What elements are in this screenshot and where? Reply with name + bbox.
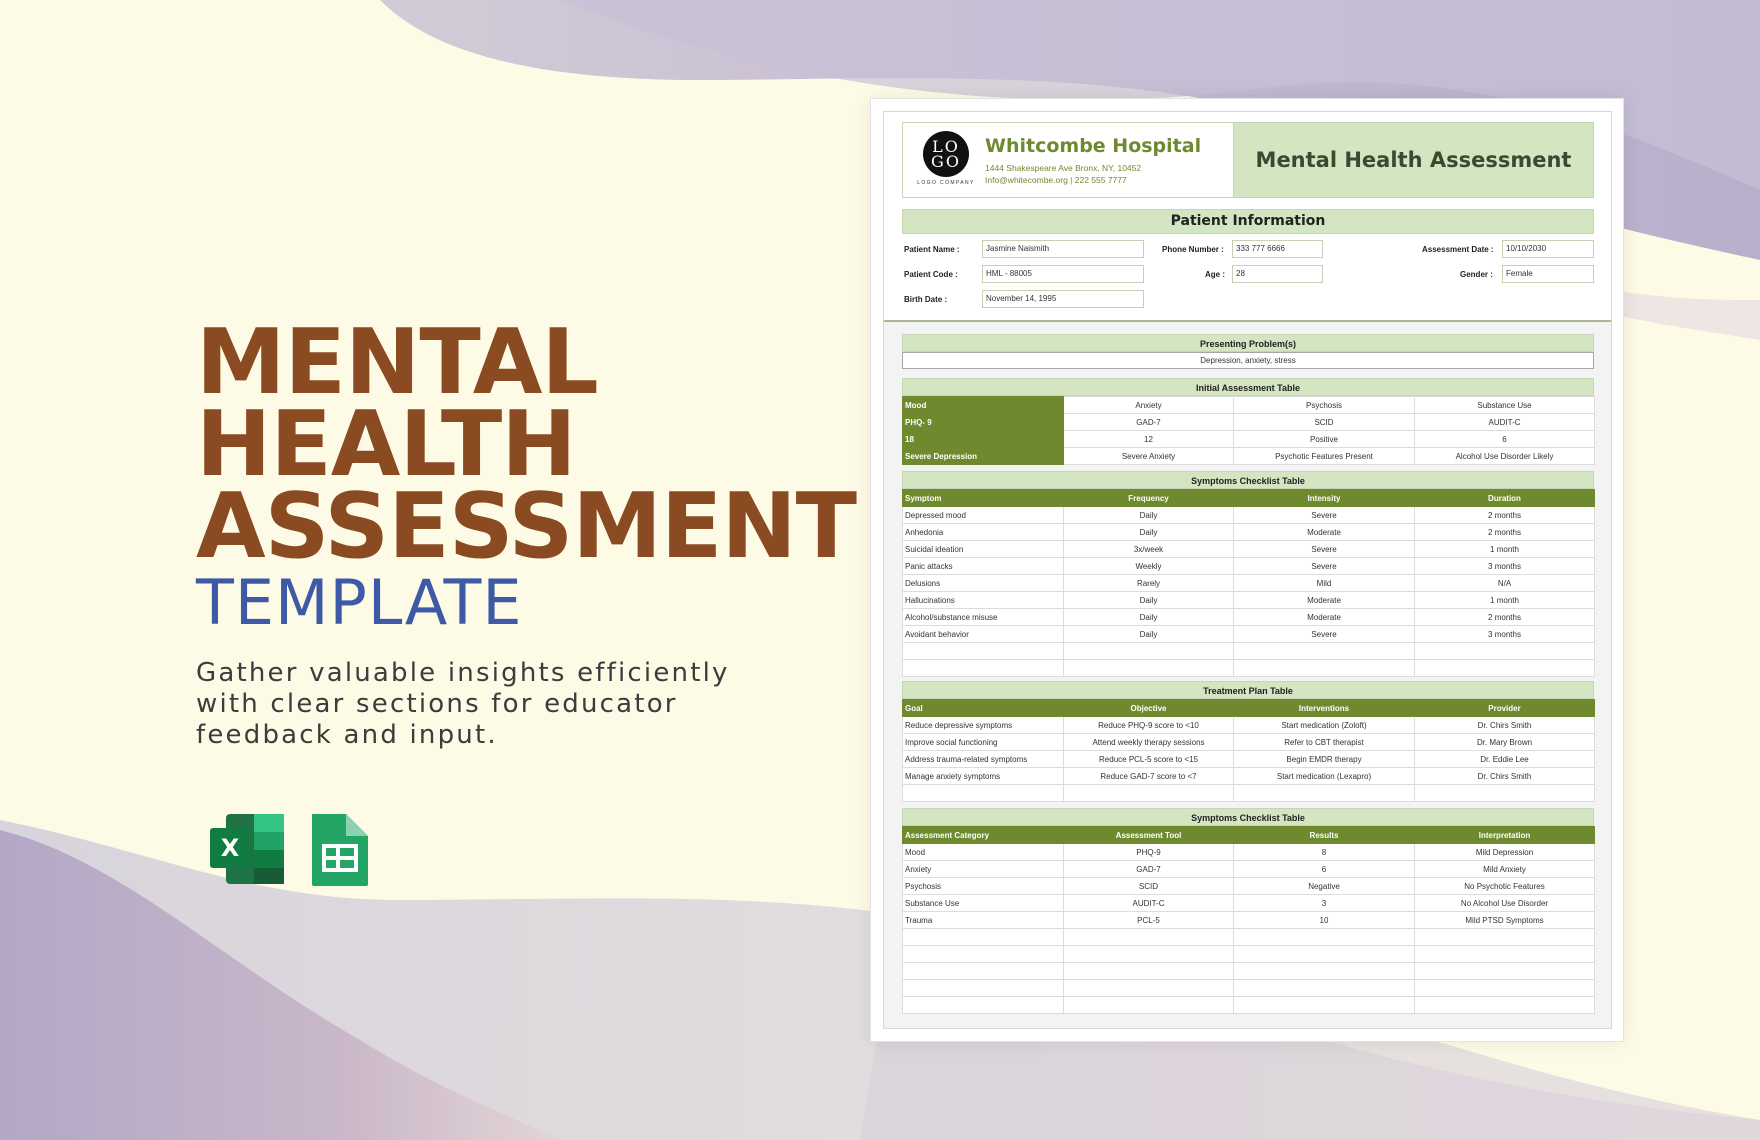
hero-title [196, 310, 857, 579]
table-cell: Start medication (Lexapro) [1234, 768, 1415, 785]
table-cell: Reduce GAD-7 score to <7 [1064, 768, 1234, 785]
table-cell: Positive [1234, 431, 1415, 448]
table-cell: Dr. Eddie Lee [1415, 751, 1595, 768]
table-cell: Mood [903, 844, 1064, 861]
table-cell: Dr. Chirs Smith [1415, 717, 1595, 734]
table-cell: Improve social functioning [903, 734, 1064, 751]
hero-subtitle: TEMPLATE [196, 566, 523, 639]
table-cell [1234, 785, 1415, 802]
table-row [903, 912, 1595, 929]
document-sheet [870, 98, 1624, 1042]
section-title: Treatment Plan Table [902, 681, 1594, 699]
table-cell [1234, 963, 1415, 980]
table-cell: 6 [1234, 861, 1415, 878]
birth-date-label: Birth Date : [904, 295, 948, 304]
document-title-box [1233, 123, 1593, 197]
table-cell: 10 [1234, 912, 1415, 929]
section-title: Symptoms Checklist Table [902, 471, 1594, 489]
table-row [903, 507, 1595, 524]
table-row [903, 414, 1595, 431]
table-cell: Weekly [1064, 558, 1234, 575]
logo-caption: LOGO COMPANY [917, 180, 975, 186]
table-cell: Daily [1064, 626, 1234, 643]
table-cell: Alcohol Use Disorder Likely [1415, 448, 1595, 465]
table-cell: Severe Anxiety [1064, 448, 1234, 465]
table-cell: Moderate [1234, 524, 1415, 541]
column-header: Intensity [1234, 490, 1415, 507]
table-row [903, 609, 1595, 626]
patient-code-field[interactable]: HML - 88005 [982, 265, 1144, 283]
table-cell [903, 997, 1064, 1014]
table-cell: Trauma [903, 912, 1064, 929]
table-row [903, 643, 1595, 660]
table-row [903, 997, 1595, 1014]
table-cell [1415, 643, 1595, 660]
assessment-results-section [902, 808, 1594, 1014]
table-cell: Severe [1234, 541, 1415, 558]
table-cell [1064, 963, 1234, 980]
table-cell: Dr. Chirs Smith [1415, 768, 1595, 785]
table-cell: 2 months [1415, 609, 1595, 626]
assessment-date-field[interactable]: 10/10/2030 [1502, 240, 1594, 258]
table-cell [1234, 929, 1415, 946]
initial-assessment-section [902, 378, 1594, 465]
table-cell: Mild [1234, 575, 1415, 592]
column-header: Interventions [1234, 700, 1415, 717]
table-cell: SCID [1064, 878, 1234, 895]
table-cell: No Psychotic Features [1415, 878, 1595, 895]
table-cell [903, 980, 1064, 997]
table-cell: GAD-7 [1064, 414, 1234, 431]
table-row [903, 785, 1595, 802]
svg-text:X: X [220, 834, 240, 862]
table-header-row [903, 827, 1595, 844]
assessment-date-label: Assessment Date : [1422, 245, 1494, 254]
table-cell: Severe [1234, 626, 1415, 643]
table-cell: Daily [1064, 524, 1234, 541]
hero-title-line: MENTAL [196, 310, 598, 415]
table-cell [903, 643, 1064, 660]
age-label: Age : [1205, 270, 1225, 279]
table-row [903, 980, 1595, 997]
table-cell: Alcohol/substance misuse [903, 609, 1064, 626]
table-cell: Reduce PHQ-9 score to <10 [1064, 717, 1234, 734]
table-cell [903, 963, 1064, 980]
hospital-address: 1444 Shakespeare Ave Bronx, NY, 10452 [985, 163, 1142, 173]
table-row [903, 397, 1595, 414]
table-cell [1415, 660, 1595, 677]
table-cell: No Alcohol Use Disorder [1415, 895, 1595, 912]
table-row [903, 751, 1595, 768]
table-cell: Address trauma-related symptoms [903, 751, 1064, 768]
table-cell [1064, 997, 1234, 1014]
section-title: Initial Assessment Table [902, 378, 1594, 396]
patient-code-label: Patient Code : [904, 270, 958, 279]
table-row [903, 448, 1595, 465]
table-cell: Substance Use [1415, 397, 1595, 414]
column-header: Duration [1415, 490, 1595, 507]
column-header: Results [1234, 827, 1415, 844]
table-cell [1415, 963, 1595, 980]
table-cell: Daily [1064, 609, 1234, 626]
column-header: Interpretation [1415, 827, 1595, 844]
table-cell: Anhedonia [903, 524, 1064, 541]
table-cell: Start medication (Zoloft) [1234, 717, 1415, 734]
table-cell: Moderate [1234, 592, 1415, 609]
google-sheets-icon [312, 814, 368, 886]
table-cell [1064, 929, 1234, 946]
table-cell: Reduce PCL-5 score to <15 [1064, 751, 1234, 768]
column-header: Frequency [1064, 490, 1234, 507]
table-cell: Mild PTSD Symptoms [1415, 912, 1595, 929]
table-cell: 3 months [1415, 558, 1595, 575]
logo-text: LO [932, 137, 960, 156]
initial-assessment-table [902, 396, 1595, 465]
table-cell: 1 month [1415, 592, 1595, 609]
table-row [903, 861, 1595, 878]
table-cell: Moderate [1234, 609, 1415, 626]
section-title: Symptoms Checklist Table [902, 808, 1594, 826]
table-cell: Rarely [1064, 575, 1234, 592]
table-row [903, 541, 1595, 558]
document-title: Mental Health Assessment [1255, 148, 1572, 172]
hospital-name: Whitcombe Hospital [985, 135, 1202, 157]
table-cell: PHQ- 9 [903, 414, 1064, 431]
table-cell [1064, 660, 1234, 677]
table-cell [1064, 980, 1234, 997]
table-cell [903, 946, 1064, 963]
hero-description: Gather valuable insights efficiently with clear sections for educator feedback and input. [196, 658, 730, 750]
table-cell: Depressed mood [903, 507, 1064, 524]
patient-info-heading: Patient Information [902, 209, 1594, 234]
hospital-contact: Info@whitecombe.org | 222 555 7777 [985, 175, 1127, 185]
table-row [903, 895, 1595, 912]
table-row [903, 878, 1595, 895]
gender-label: Gender : [1460, 270, 1493, 279]
patient-name-field[interactable]: Jasmine Naismith [982, 240, 1144, 258]
column-header: Provider [1415, 700, 1595, 717]
table-row [903, 963, 1595, 980]
section-title: Presenting Problem(s) [902, 334, 1594, 352]
header-box [902, 122, 1594, 198]
phone-field[interactable]: 333 777 6666 [1232, 240, 1323, 258]
table-row [903, 929, 1595, 946]
patient-name-label: Patient Name : [904, 245, 960, 254]
table-cell: Reduce depressive symptoms [903, 717, 1064, 734]
table-row [903, 660, 1595, 677]
symptoms-section [902, 471, 1594, 677]
table-cell: 6 [1415, 431, 1595, 448]
table-cell: Refer to CBT therapist [1234, 734, 1415, 751]
column-header: Assessment Tool [1064, 827, 1234, 844]
table-cell [1234, 980, 1415, 997]
table-row [903, 575, 1595, 592]
table-cell: 2 months [1415, 507, 1595, 524]
table-cell: Psychosis [1234, 397, 1415, 414]
symptoms-table [902, 489, 1595, 677]
hero-text [196, 310, 857, 751]
table-cell [1064, 946, 1234, 963]
table-header-row [903, 490, 1595, 507]
table-row [903, 946, 1595, 963]
hero-title-line: ASSESSMENT [196, 474, 857, 579]
column-header: Goal [903, 700, 1064, 717]
table-cell [903, 660, 1064, 677]
column-header: Symptom [903, 490, 1064, 507]
table-cell [1234, 997, 1415, 1014]
table-cell [903, 785, 1064, 802]
assessment-results-table [902, 826, 1595, 1014]
table-cell: Severe Depression [903, 448, 1064, 465]
table-cell: 3 [1234, 895, 1415, 912]
table-cell: Panic attacks [903, 558, 1064, 575]
table-cell: Psychosis [903, 878, 1064, 895]
presenting-problems-value: Depression, anxiety, stress [902, 352, 1594, 369]
table-cell: SCID [1234, 414, 1415, 431]
table-cell: Attend weekly therapy sessions [1064, 734, 1234, 751]
document-page [883, 111, 1612, 1029]
logo [917, 131, 975, 193]
table-cell [1415, 946, 1595, 963]
table-cell: 1 month [1415, 541, 1595, 558]
table-cell [1415, 929, 1595, 946]
table-cell [1415, 980, 1595, 997]
table-cell: PCL-5 [1064, 912, 1234, 929]
table-cell: Mild Depression [1415, 844, 1595, 861]
table-row [903, 734, 1595, 751]
table-cell: Dr. Mary Brown [1415, 734, 1595, 751]
table-row [903, 626, 1595, 643]
table-cell: PHQ-9 [1064, 844, 1234, 861]
table-row [903, 558, 1595, 575]
table-cell: Suicidal ideation [903, 541, 1064, 558]
table-cell: AUDIT-C [1415, 414, 1595, 431]
table-cell: 3 months [1415, 626, 1595, 643]
table-cell: Psychotic Features Present [1234, 448, 1415, 465]
table-cell: 18 [903, 431, 1064, 448]
table-row [903, 768, 1595, 785]
table-cell: Hallucinations [903, 592, 1064, 609]
table-cell: Daily [1064, 507, 1234, 524]
treatment-plan-section [902, 681, 1594, 802]
table-cell: Begin EMDR therapy [1234, 751, 1415, 768]
table-cell: 12 [1064, 431, 1234, 448]
table-cell: Severe [1234, 558, 1415, 575]
table-cell: Daily [1064, 592, 1234, 609]
table-row [903, 431, 1595, 448]
table-cell: GAD-7 [1064, 861, 1234, 878]
hero-title-line: HEALTH [196, 392, 576, 497]
table-cell: AUDIT-C [1064, 895, 1234, 912]
table-cell: 2 months [1415, 524, 1595, 541]
table-row [903, 844, 1595, 861]
table-cell: Delusions [903, 575, 1064, 592]
table-row [903, 524, 1595, 541]
table-cell: Mood [903, 397, 1064, 414]
birth-date-field[interactable]: November 14, 1995 [982, 290, 1144, 308]
table-cell [903, 929, 1064, 946]
table-cell: Severe [1234, 507, 1415, 524]
presenting-problems-section [902, 334, 1594, 369]
table-row [903, 592, 1595, 609]
table-cell: Anxiety [1064, 397, 1234, 414]
table-cell [1234, 643, 1415, 660]
table-cell [1064, 785, 1234, 802]
table-cell: 8 [1234, 844, 1415, 861]
age-field[interactable]: 28 [1232, 265, 1323, 283]
logo-circle [923, 131, 969, 177]
table-cell: Avoidant behavior [903, 626, 1064, 643]
table-cell: Anxiety [903, 861, 1064, 878]
table-cell: Manage anxiety symptoms [903, 768, 1064, 785]
table-cell: N/A [1415, 575, 1595, 592]
table-header-row [903, 700, 1595, 717]
table-row [903, 717, 1595, 734]
app-icons [208, 812, 388, 888]
table-cell [1234, 660, 1415, 677]
logo-text: GO [931, 152, 961, 171]
table-cell [1234, 946, 1415, 963]
table-cell [1064, 643, 1234, 660]
table-cell: 3x/week [1064, 541, 1234, 558]
table-cell [1415, 785, 1595, 802]
gender-field[interactable]: Female [1502, 265, 1594, 283]
table-cell: Substance Use [903, 895, 1064, 912]
table-cell: Negative [1234, 878, 1415, 895]
document-header-zone [884, 112, 1611, 322]
column-header: Objective [1064, 700, 1234, 717]
excel-icon [210, 814, 284, 884]
treatment-plan-table [902, 699, 1595, 802]
table-cell [1415, 997, 1595, 1014]
column-header: Assessment Category [903, 827, 1064, 844]
phone-label: Phone Number : [1162, 245, 1224, 254]
table-cell: Mild Anxiety [1415, 861, 1595, 878]
